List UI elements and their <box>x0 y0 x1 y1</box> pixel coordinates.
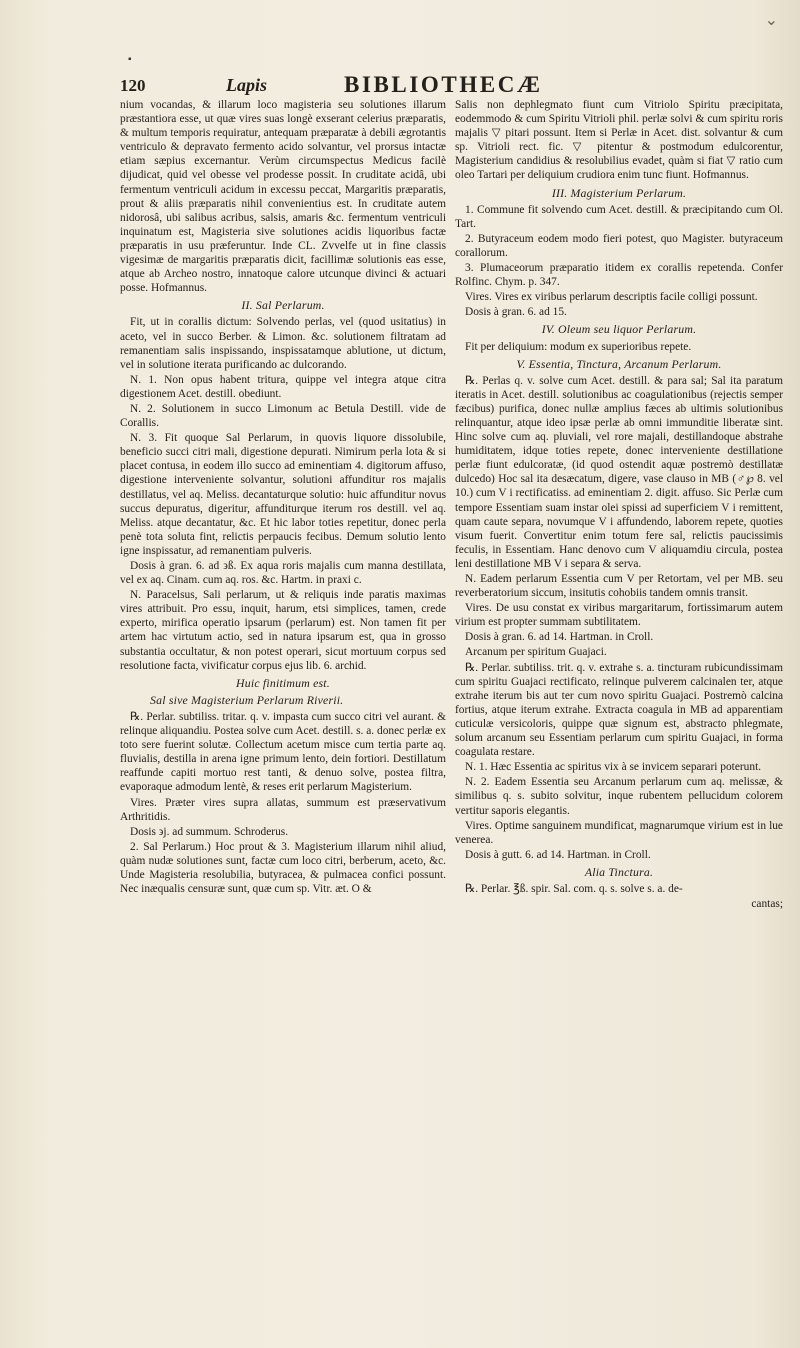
corner-mark: ⌄ <box>764 12 778 29</box>
section-heading: Alia Tinctura. <box>584 864 654 879</box>
paragraph: N. 1. Non opus habent tritura, quippe vel integra atque citra digestionem Acet. destill. obediunt. <box>120 373 446 400</box>
paragraph: 3. Plumaceorum præparatio itidem ex corallis repetenda. Confer Rolfinc. Chym. p. 347. <box>455 262 783 289</box>
paragraph: Fit per deliquium: modum ex superioribus repete. <box>465 340 692 353</box>
running-head-title: BIBLIOTHECÆ <box>344 72 543 97</box>
right-column <box>455 98 783 911</box>
paragraph: Vires. Vires ex viribus perlarum descriptis facile colligi possunt. <box>465 291 758 304</box>
paragraph: 2. Sal Perlarum.) Hoc prout & 3. Magisterium illarum nihil aliud, quàm nudæ solutiones sunt, factæ cum loco citri, berberum, aceto, &c. Unde Magisteria resolubilia, butyracea, & pulmacea confici possunt. Nec inæqualis censuræ sunt, quæ cum sp. Vitr. æt. O & <box>120 840 446 896</box>
paragraph: ℞. Perlar. subtiliss. trit. q. v. extrahe s. a. tincturam rubicundissimam cum spiritu Guajaci rectificato, relinque pulverem calcinalen ter, atque extrahe iterum bis aut ter cum novo spiritu Guajaci. Postremò calcina fortius, atque iterum extrahe. Extracta coagula in MB ad apparentiam cuticulæ versicoloris, quippe quæ signum est, abstracto phlegmate, solum arcanum seu Essentiam perlarum cum spiritu Guajaci, in forma coagulata restare. <box>455 661 783 759</box>
page-header <box>120 72 780 98</box>
section-heading: Huic finitimum est. <box>236 675 330 690</box>
paragraph: Dosis à gran. 6. ad 14. Hartman. in Croll. <box>465 631 654 644</box>
paragraph: Dosis à gran. 6. ad ϶ß. Ex aqua roris majalis cum manna destillata, vel ex aq. Cinam. cum aq. ros. &c. Hartm. in praxi c. <box>120 560 446 587</box>
paragraph: 2. Butyraceum eodem modo fieri potest, quo Magister. butyraceum corallorum. <box>455 232 783 259</box>
paragraph: N. 3. Fit quoque Sal Perlarum, in quovis liquore dissolubile, beneficio succi citri mali, digestione depurati. Nimirum perla lota & si placet contusa, in eodem illo succo ad eminentiam 4. digitorum affuso, digestione interveniente solvantur, solutioni affunditur ros majalis destillatus, vel aq. Meliss. decantaturque solutio: huic affunditur novus succus depuratus, digeritur, affunditurque iterum ros destill. vel aq. Meliss. atque decantatur, &c. Et hic labor toties repetitur, donec perla penè tota soluta fint, relictis perpaucis fecibus. Demum solutio lento igne inspissatur, ad remanentiam pulveris. <box>120 432 446 557</box>
ink-dot: ▪ <box>128 54 132 65</box>
section-heading: V. Essentia, Tinctura, Arcanum Perlarum. <box>516 356 722 371</box>
paragraph: Arcanum per spiritum Guajaci. <box>465 646 607 659</box>
paragraph: Vires. De usu constat ex viribus margaritarum, fortissimarum autem virium est propter summam subtilitatem. <box>455 602 783 629</box>
section-heading: III. Magisterium Perlarum. <box>551 185 687 200</box>
paragraph: N. Eadem perlarum Essentia cum V per Retortam, vel per MB. seu reverberatorium siccum, insitutis cohobiis tandem omnis transit. <box>455 573 783 600</box>
paragraph: ℞. Perlas q. v. solve cum Acet. destill. & para sal; Sal ita paratum iteratis in Acet. destill. solutionibus ac coagulationibus (rejectis semper fæcibus) purifica, donec nullæ amplius fæces ab ultimis solutionibus relinquantur, atque ideo ipsæ perlæ ab omni immunditie liberatæ sint. Hinc solve cum aq. pluviali, vel rore majali, destillandoque abstrahe humiditatem, idque toties repete, donec interveniente destillatione perlæ fiunt edulcoratæ, (id quod ostendit aquæ postremò destillatæ dulcedo) Hoc sal ita desæcatum, digere, vase clauso in MB (♂℘ 8. vel 10.) cum V i rectificatiss. ad eminentiam 2. digit. affuso. Sic Perlæ cum tempore Essentiam suam instar olei spissi ad superficiem V i remittent, quam caute separa, novumque V i affundendo, laborem repete, quoties visum fuerit. Convertitur enim totum fere sal, relictis paucissimis feculis, in Essentiam. Hanc denovo cum V aliquamdiu circula, postea leni destillatione MB V i separa & serva. <box>455 374 783 570</box>
paragraph: N. 1. Hæc Essentia ac spiritus vix à se invicem separari poterunt. <box>465 761 762 774</box>
paragraph: Vires. Optime sanguinem mundificat, magnarumque virium est in lue venerea. <box>455 819 783 846</box>
paragraph: Dosis à gran. 6. ad 15. <box>465 306 567 319</box>
paragraph: N. Paracelsus, Sali perlarum, ut & reliquis inde paratis maximas vires attribuit. Pro essu, inquit, harum, etsi simplices, tamen, crede experto, mirifica operatio ipsarum (perlarum) est. Non tamen fit per artem hac virtutum actio, sed in natura ipsarum est, qua in grosso substantia occultatur, & non potest operari, sicut mortuum corpus sed resolutione facta, vivificatur corpus ejus lib. 6. archid. <box>120 589 446 672</box>
paragraph: Dosis à gutt. 6. ad 14. Hartman. in Croll. <box>465 848 651 861</box>
left-column <box>120 98 446 897</box>
paragraph: Salis non dephlegmato fiunt cum Vitriolo Spiritu præcipitata, eodemmodo & cum Spiritu Vitrioli phil. perlæ solvi & cum spiritu roris majalis ▽ pitari possunt. Item si Perlæ in Acet. dist. solvantur & cum sp. Vitrioli rect. fic. ▽ pitentur & postmodum edulcorentur, Magisterium candidius & resolubilius evadet, quàm si fiat ▽ ratio cum oleo Tartari per deliquium crudiora enim tunc fiunt. Hofmannus. <box>455 99 783 182</box>
running-head-left: Lapis <box>226 75 268 95</box>
section-heading: IV. Oleum seu liquor Perlarum. <box>541 322 697 337</box>
paragraph: Fit, ut in corallis dictum: Solvendo perlas, vel (quod usitatius) in aceto, vel in succo Berber. & Limon. &c. solutionem filtratam ad remanentiam salis inspissando, inspissatamque ablutione, ut dictum, vel in solutione iterata purificando ac dulcorando. <box>120 316 446 371</box>
paragraph: 1. Commune fit solvendo cum Acet. destill. & præcipitando cum Ol. Tart. <box>455 203 783 230</box>
catchword: cantas; <box>751 898 783 911</box>
section-heading: Sal sive Magisterium Perlarum Riverii. <box>150 692 344 707</box>
paragraph: Dosis ϶j. ad summum. Schroderus. <box>130 825 289 838</box>
paragraph: nium vocandas, & illarum loco magisteria seu solutiones illarum præstantiora esse, ut quæ vires suas longè exserant celerius præparatis, & multum temporis requiratur, antequam præparatæ à debili ægrotantis ventriculo & depravato fermento acido solvantur, vel prorsus intactæ etiam sæpius excernantur. Verùm circumspectus Medicus facilè dijudicat, quid vel obesse vel prodesse possit. In cruditate acidâ, ubi fermentum ventriculi acidum in excessu peccat, Margaritis præparatis, prout & aliis præparatis nihil convenientius est. In cruditate autem nidorosâ, ubi salibus acribus, salsis, amaris &c. fermentum ventriculi inquinatum est, Magisteria sive solutiones acidis liquoribus factæ præparatis in usu præferuntur. Inde CL. Zvvelfe ut in fine classis vigesimæ de margaritis præparatis dicit, facillimæ solutionis eas esse, atque ab Archeo nostro, innatoque calore utcunque divinci & actuari posse. Hofmannus. <box>120 99 446 295</box>
paragraph: N. 2. Eadem Essentia seu Arcanum perlarum cum aq. melissæ, & similibus q. s. subito solvitur, inque rubentem pellucidum colorem vertitur saporis elegantis. <box>455 776 783 817</box>
paragraph: ℞. Perlar. ℥ß. spir. Sal. com. q. s. solve s. a. de- <box>465 882 683 895</box>
paragraph: ℞. Perlar. subtiliss. tritar. q. v. impasta cum succo citri vel aurant. & relinque aliquandiu. Postea solve cum Acet. destill. s. a. donec perlæ ex toto sere fuerint solutæ. Collectum acetum misce cum tertia parte aq. fluvialis, destilla in arena igne primum lento, dein fortiori. Destillatum reaffunde capiti mortuo rest tanti, & denuo solve, postea filtra, evaporaque admodum lentè, & reses erit perlarum Magisterium. <box>120 710 446 794</box>
paragraph: Vires. Præter vires supra allatas, summum est præservativum Arthritidis. <box>120 796 446 823</box>
page-number: 120 <box>120 76 146 95</box>
paragraph: N. 2. Solutionem in succo Limonum ac Betula Destill. vide de Corallis. <box>120 402 446 430</box>
section-heading: II. Sal Perlarum. <box>241 298 325 313</box>
